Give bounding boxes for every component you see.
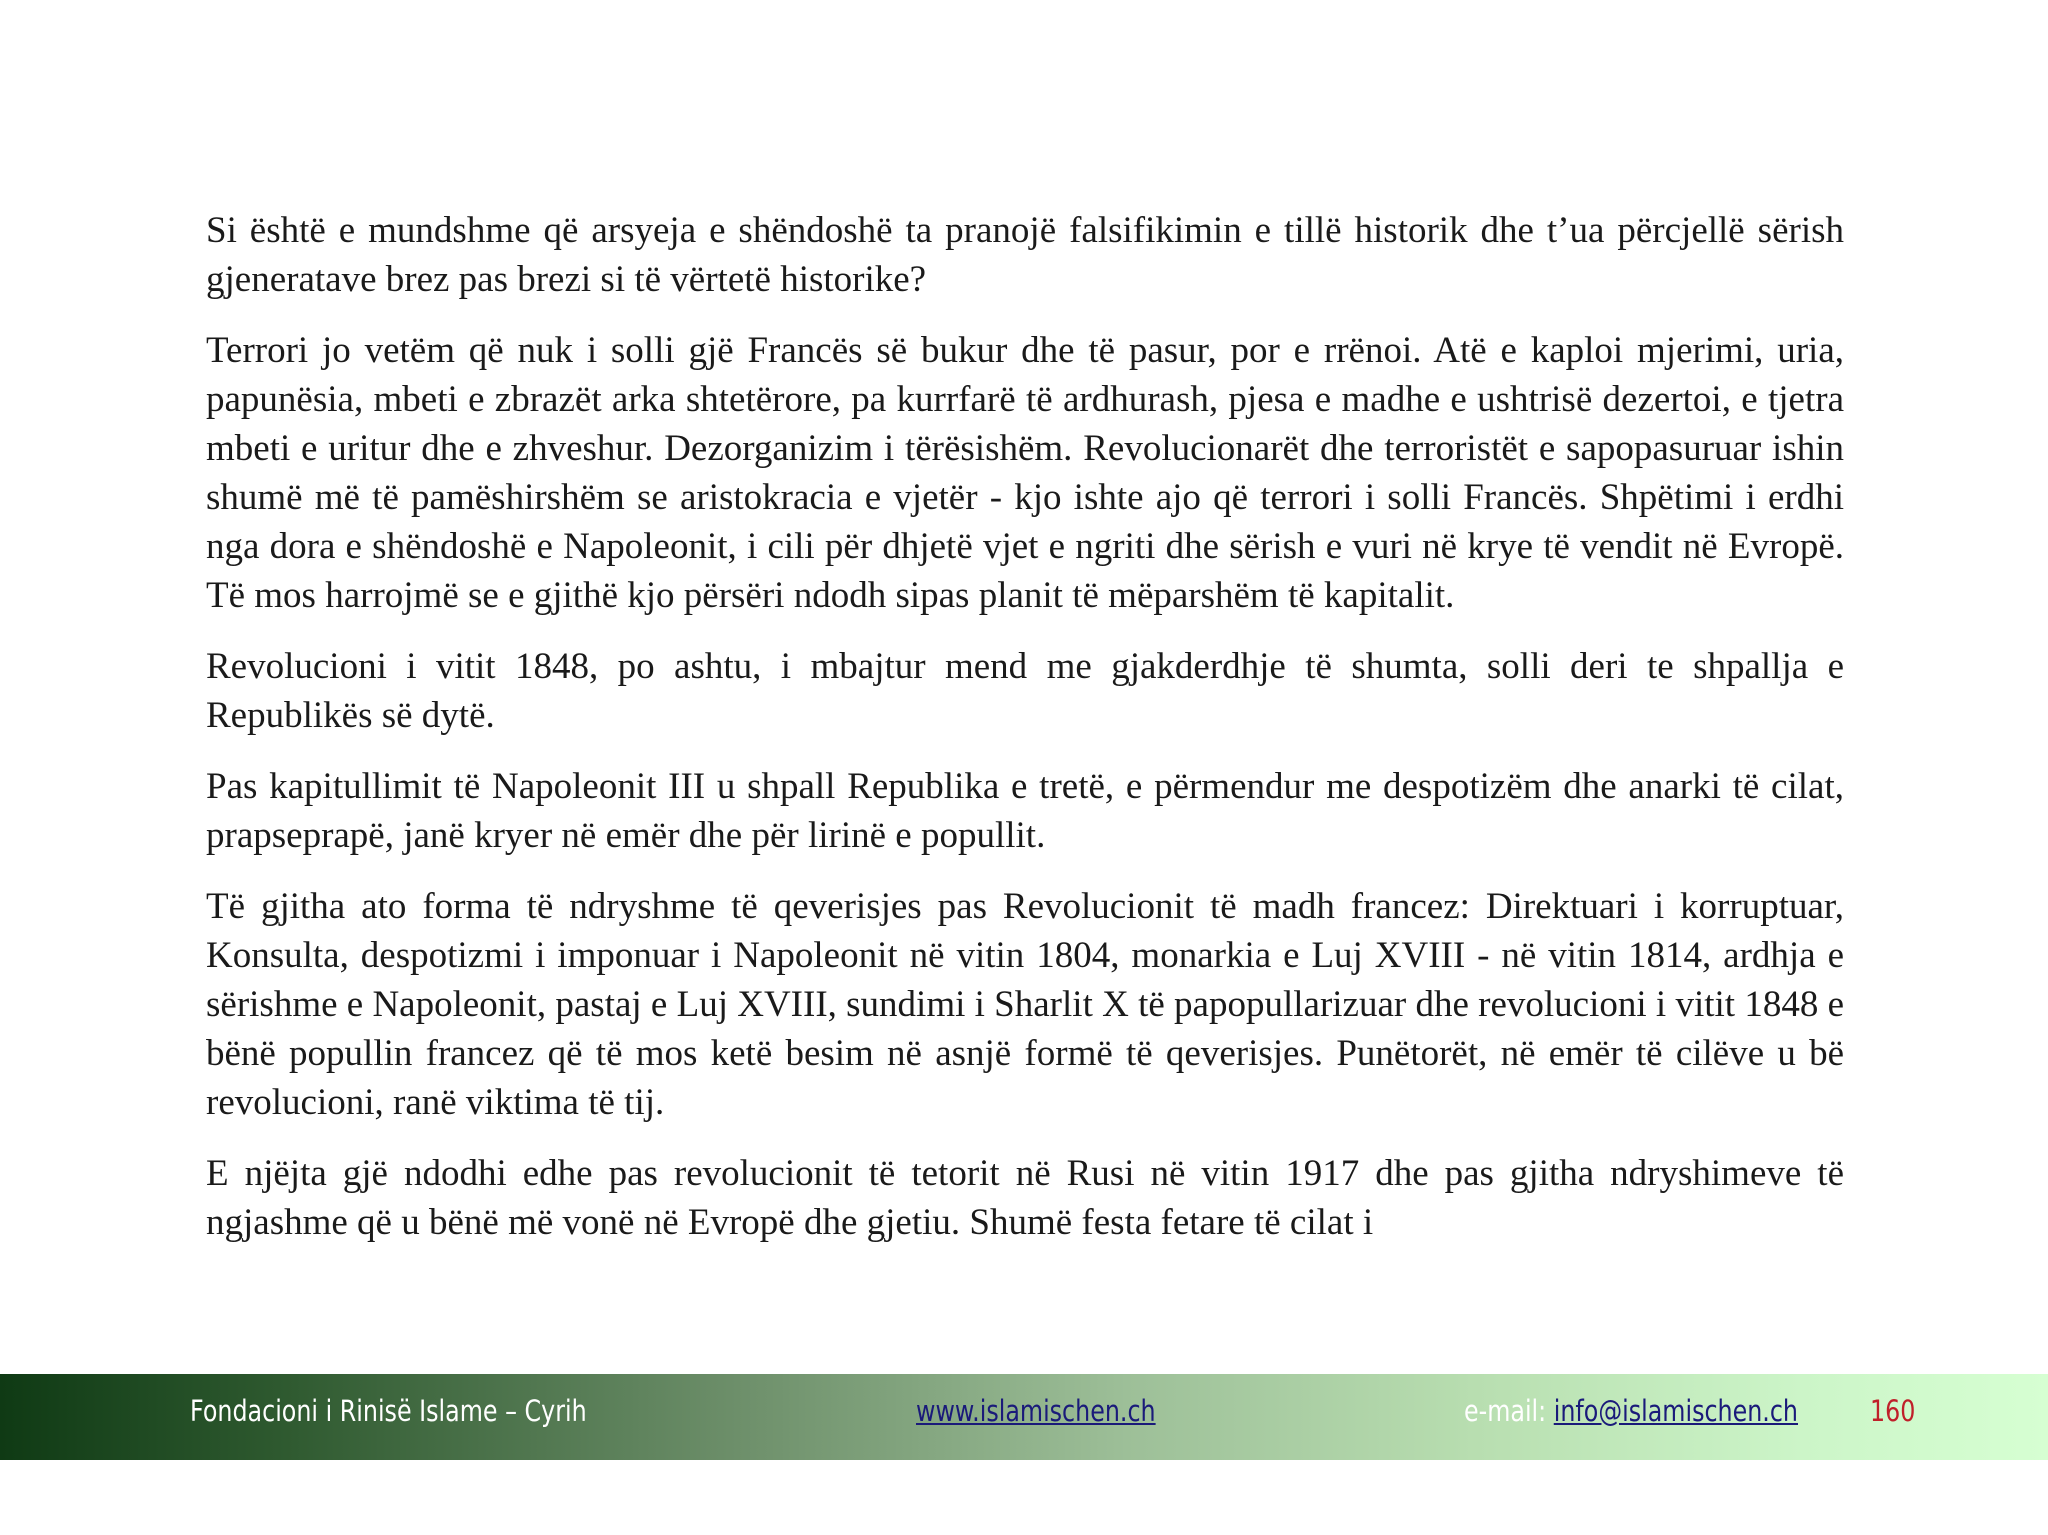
footer-website-link[interactable]: www.islamischen.ch xyxy=(916,1394,1156,1428)
footer-organization: Fondacioni i Rinisë Islame – Cyrih xyxy=(190,1394,587,1428)
page-number: 160 xyxy=(1870,1394,1916,1428)
page-body xyxy=(206,206,1844,1269)
page-footer xyxy=(0,1374,2048,1460)
footer-email xyxy=(1464,1394,1798,1428)
footer-email-link[interactable]: info@islamischen.ch xyxy=(1553,1394,1799,1428)
paragraph-4: Pas kapitullimit të Napoleonit III u shpall Republika e tretë, e përmendur me despotizëm dhe anarki të cilat, prapseprapë, janë kryer në emër dhe për lirinë e popullit. xyxy=(206,766,1844,856)
paragraph-5: Të gjitha ato forma të ndryshme të qeverisjes pas Revolucionit të madh francez: Direktuari i korruptuar, Konsulta, despotizmi i imponuar i Napoleonit në vitin 1804, monarkia e Luj XVIII - në vitin 1814, ardhja e sërishme e Napoleonit, pastaj e Luj XVIII, sundimi i Sharlit X të papopullarizuar dhe revolucioni i vitit 1848 e bënë popullin francez që të mos ketë besim në asnjë formë të qeverisjes. Punëtorët, në emër të cilëve u bë revolucioni, ranë viktima të tij. xyxy=(206,886,1844,1123)
paragraph-3: Revolucioni i vitit 1848, po ashtu, i mbajtur mend me gjakderdhje të shumta, solli deri te shpallja e Republikës së dytë. xyxy=(206,646,1844,736)
paragraph-1: Si është e mundshme që arsyeja e shëndoshë ta pranojë falsifikimin e tillë historik dhe t’ua përcjellë sërish gjeneratave brez pas brezi si të vërtetë historike? xyxy=(206,210,1844,300)
footer-email-label: e-mail: xyxy=(1464,1394,1554,1428)
paragraph-2: Terrori jo vetëm që nuk i solli gjë Francës së bukur dhe të pasur, por e rrënoi. Atë e kaploi mjerimi, uria, papunësia, mbeti e zbrazët arka shtetërore, pa kurrfarë të ardhurash, pjesa e madhe e ushtrisë dezertoi, e tjetra mbeti e uritur dhe e zhveshur. Dezorganizim i tërësishëm. Revolucionarët dhe terroristët e sapopasuruar ishin shumë më të pamëshirshëm se aristokracia e vjetër - kjo ishte ajo që terrori i solli Francës. Shpëtimi i erdhi nga dora e shëndoshë e Napoleonit, i cili për dhjetë vjet e ngriti dhe sërish e vuri në krye të vendit në Evropë. Të mos harrojmë se e gjithë kjo përsëri ndodh sipas planit të mëparshëm të kapitalit. xyxy=(206,330,1844,616)
paragraph-6: E njëjta gjë ndodhi edhe pas revolucionit të tetorit në Rusi në vitin 1917 dhe pas gjitha ndryshimeve të ngjashme që u bënë më vonë në Evropë dhe gjetiu. Shumë festa fetare të cilat i xyxy=(206,1153,1844,1243)
